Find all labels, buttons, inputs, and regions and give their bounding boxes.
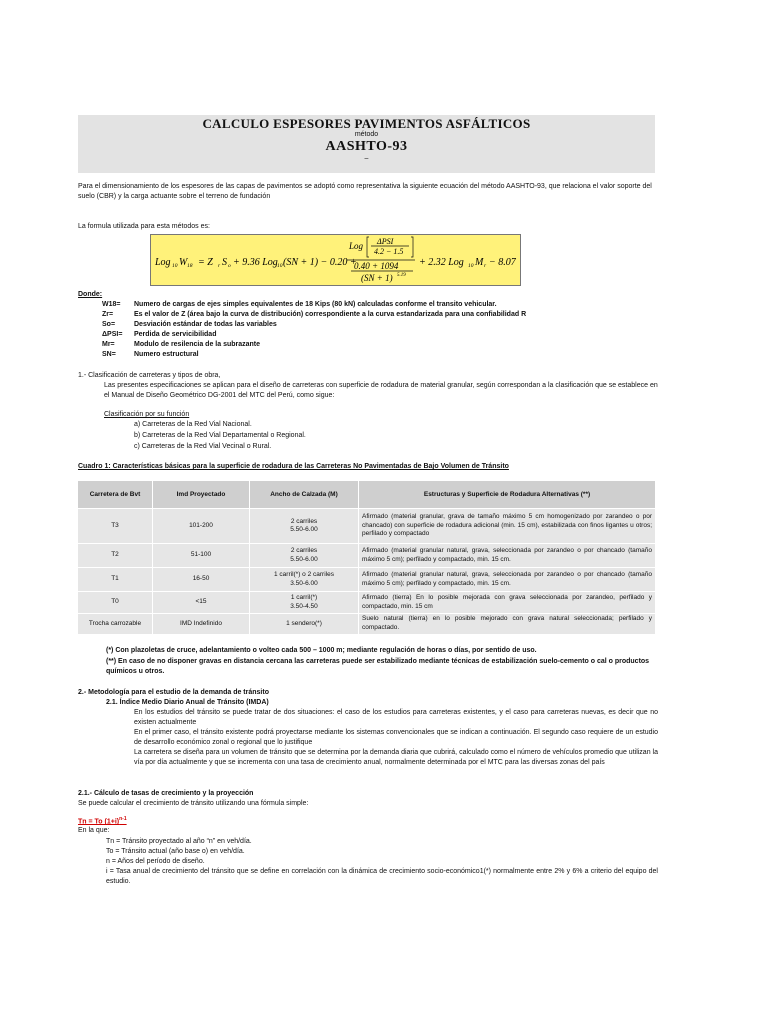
cell-ancho [250,592,359,614]
cell-ancho [250,544,359,568]
section-2-1-title: 2.1. Índice Medio Diario Anual de Tránsito (IMDA) [106,699,269,706]
cell-ancho-width: 5.50-6.00 [290,555,318,563]
header-ancho: Ancho de Calzada (M) [250,481,359,509]
formula-log2: Log [349,241,364,251]
definition-value: Modulo de resilencia de la subrazante [134,341,261,348]
definition-key: ΔPSI= [102,331,123,338]
cell-imd: IMD Indefinido [153,614,250,634]
formula-variable: n = Años del período de diseño. [106,858,205,865]
cell-estructura: Afirmado (tierra) En lo posible mejorada con grava seleccionada por zarandeo, perfilado y compactado, min. 15 cm [359,592,656,614]
method-label: método [354,131,379,138]
cell-estructura: Afirmado (material granular, grava de tamaño máximo 5 cm homogenizado por zarandeo o por chancado) con superficie de rodadura adicional (min. 15 cm), estabilizada con finos ligantes u otros; perfilado y compactado [359,509,656,544]
cell-ancho-lanes: 2 carriles [290,547,318,554]
section-2-paragraph: En los estudios del tránsito se puede tratar de dos situaciones: el caso de los estudios para carreteras existentes, y el caso para carreteras nuevas, es decir que no existen actualmente [134,709,658,726]
definitions-block [78,290,658,360]
formula-label: La formula utilizada para esta métodos es: [78,223,210,230]
formula-variable: i = Tasa anual de crecimiento del tránsito que se define en correlación con la dinámica de crecimiento socio-económico1(*) normalmente entre 2% y 6% a criterio del equipo del estudio. [106,868,658,885]
document-title: CALCULO ESPESORES PAVIMENTOS ASFÁLTICOS [202,116,531,131]
cell-imd: 16-50 [153,568,250,592]
formula-exp: 5.19 [397,273,406,278]
table-note: (**) En caso de no disponer gravas en distancia cercana las carreteras puede ser estabilizado mediante técnicas de estabilización suelo-cemento o cal o productos químicos u otros. [106,658,650,675]
section-2-title: 2.- Metodología para el estudio de la demanda de tránsito [78,689,269,696]
formula-w18sub: 18 [187,263,193,269]
definition-key: Zr= [102,311,114,318]
formula-eq: = Z [198,257,213,268]
section-2-1-calc-title: 2.1.- Cálculo de tasas de crecimiento y la proyección [78,790,254,797]
table-caption: Cuadro 1: Características básicas para la superficie de rodadura de las Carreteras No Pavimentadas de Bajo Volumen de Tránsito [78,463,509,470]
formula-variable: To = Tránsito actual (año base o) en veh/día. [106,848,245,855]
section-2-paragraph: En el primer caso, el tránsito existente podrá proyectarse mediante los sistemas convencionales que se indican a continuación. El segundo caso requiere de un estudio de desarrollo económico zonal o regional que lo justifique [134,729,658,746]
formula-num2: 0.40 + 1094 [354,261,399,271]
classification-title: Clasificación por su función [104,411,190,418]
table-row [78,614,655,634]
formula-where-label: En la que: [78,827,110,834]
cell-estructura: Afirmado (material granular natural, grava, seleccionada por zarandeo o por chancado (tamaño máximo 5 cm); perfilado y compactado, min. 15 cm. [359,544,656,568]
definition-value: Perdida de servicibilidad [134,331,217,338]
formula-term3: + 2.32 Log [419,257,464,268]
formula-zr: r [218,263,221,269]
cell-imd: 101-200 [153,509,250,544]
header-imd: Imd Proyectado [153,481,250,509]
formula-dpsi: ΔPSI [377,237,394,246]
cell-carretera: T0 [78,592,153,614]
classification-item: b) Carreteras de la Red Vial Departamental o Regional. [134,432,306,439]
definition-key: W18= [102,301,121,308]
method-name: AASHTO-93 [325,139,408,154]
table-row [78,592,655,614]
cell-ancho [250,509,359,544]
formula-sub10: 10 [172,263,178,269]
section-2-paragraph: La carretera se diseña para un volumen de tránsito que se determina por la demanda diaria que cubrirá, calculado como el número de vehículos promedio que utilizan la vía por día actualmente y que se incrementa con una tasa de crecimiento anual, normalmente determinada por el MTC para las diversas zonas del país [134,749,658,766]
formula-variable: Tn = Tránsito proyectado al año “n” en veh/día. [106,838,252,845]
cell-ancho-lanes: 1 sendero(*) [286,619,322,627]
cell-imd: 51-100 [153,544,250,568]
table-note: (*) Con plazoletas de cruce, adelantamiento o volteo cada 500 – 1000 m; mediante regulación de horas o días, por sentido de uso. [106,647,537,654]
definition-key: SN= [102,351,116,358]
table-header-row [78,481,655,509]
classification-item: c) Carreteras de la Red Vial Vecinal o Rural. [134,443,272,450]
definition-row [78,300,658,310]
definition-row [78,330,658,340]
definition-key: Mr= [102,341,115,348]
formula-so: S [222,257,227,268]
definition-value: Desviación estándar de todas las variables [134,321,277,328]
header-estructuras: Estructuras y Superficie de Rodadura Alternativas (**) [359,481,656,509]
formula-den2: (SN + 1) [361,273,393,283]
cell-imd: <15 [153,592,250,614]
definition-value: Numero de cargas de ejes simples equivalentes de 18 Kips (80 kN) calculadas conforme el transito vehicular. [134,301,497,308]
formula-osub: o [228,263,231,269]
cell-ancho-lanes: 1 carril(*) o 2 carriles [274,571,334,578]
cell-ancho-width: 3.50-6.00 [290,579,318,587]
definition-key: So= [102,321,116,328]
definition-row [78,310,658,320]
section-2-1-text: Se puede calcular el crecimiento de tránsito utilizando una fórmula simple: [78,800,309,807]
cell-ancho-width: 3.50-4.50 [290,602,318,610]
definition-value: Es el valor de Z (área bajo la curva de distribución) correspondiente a la curva estandarizada para una confiabilidad R [134,311,527,318]
header-carretera: Carretera de Bvt [78,481,153,509]
formula-sub10c: 10 [468,263,474,269]
growth-formula-exp: n-1 [119,816,127,822]
cell-ancho [250,568,359,592]
section-1-text: Las presentes especificaciones se aplican para el diseño de carreteras con superficie de rodadura de material granular, según correspondan a la clasificación que se establece en el Manual de Diseño Geométrico DG-2001 del MTC del Perú, como sigue: [104,382,658,399]
cell-carretera: Trocha carrozable [78,614,153,634]
cell-carretera: T1 [78,568,153,592]
formula-term4: − 8.07 [489,257,516,268]
definitions-label: Donde: [78,291,103,298]
formula-term1: + 9.36 Log [233,257,278,268]
cell-estructura: Suelo natural (tierra) en lo posible mejorado con grava natural seleccionada; perfilado y compactado. [359,614,656,634]
header-dash: – [364,155,369,162]
table-row [78,544,655,568]
definition-row [78,320,658,330]
cell-ancho [250,614,359,634]
aashto-formula [150,234,521,286]
cell-ancho-width: 5.50-6.00 [290,526,318,533]
table-row [78,568,655,592]
formula-log: Log [155,257,171,268]
formula-w18: W [179,257,188,268]
road-characteristics-table [78,481,655,634]
formula-term2: (SN + 1) − 0.20 + [283,257,357,268]
intro-paragraph: Para el dimensionamiento de los espesores de las capas de pavimentos se adoptó como representativa la siguiente ecuación del método AASHTO-93, que relaciona el valor soporte del suelo (CBR) y la carga actuante sobre el terreno de fundación [78,183,652,200]
document-header [78,115,655,173]
formula-rsub: r [484,263,487,269]
table-row [78,509,655,544]
cell-ancho-lanes: 1 carril(*) [290,594,318,601]
formula-mr: M [475,257,484,268]
cell-estructura: Afirmado (material granular natural, grava, seleccionada por zarandeo o por chancado (tamaño máximo 5 cm); perfilado y compactado, min. 15 cm. [359,568,656,592]
growth-formula-base: Tn = To (1+i) [78,818,120,826]
formula-den1: 4.2 − 1.5 [374,247,404,256]
cell-ancho-lanes: 2 carriles [290,517,318,525]
formula-sub10b: 10 [277,263,283,269]
definition-value: Numero estructural [134,351,199,358]
cell-carretera: T2 [78,544,153,568]
cell-carretera: T3 [78,509,153,544]
section-1-title: 1.- Clasificación de carreteras y tipos de obra, [78,372,221,379]
definition-row [78,340,658,350]
definition-row [78,350,658,360]
formula-graphic [151,235,520,285]
classification-item: a) Carreteras de la Red Vial Nacional. [134,421,252,428]
